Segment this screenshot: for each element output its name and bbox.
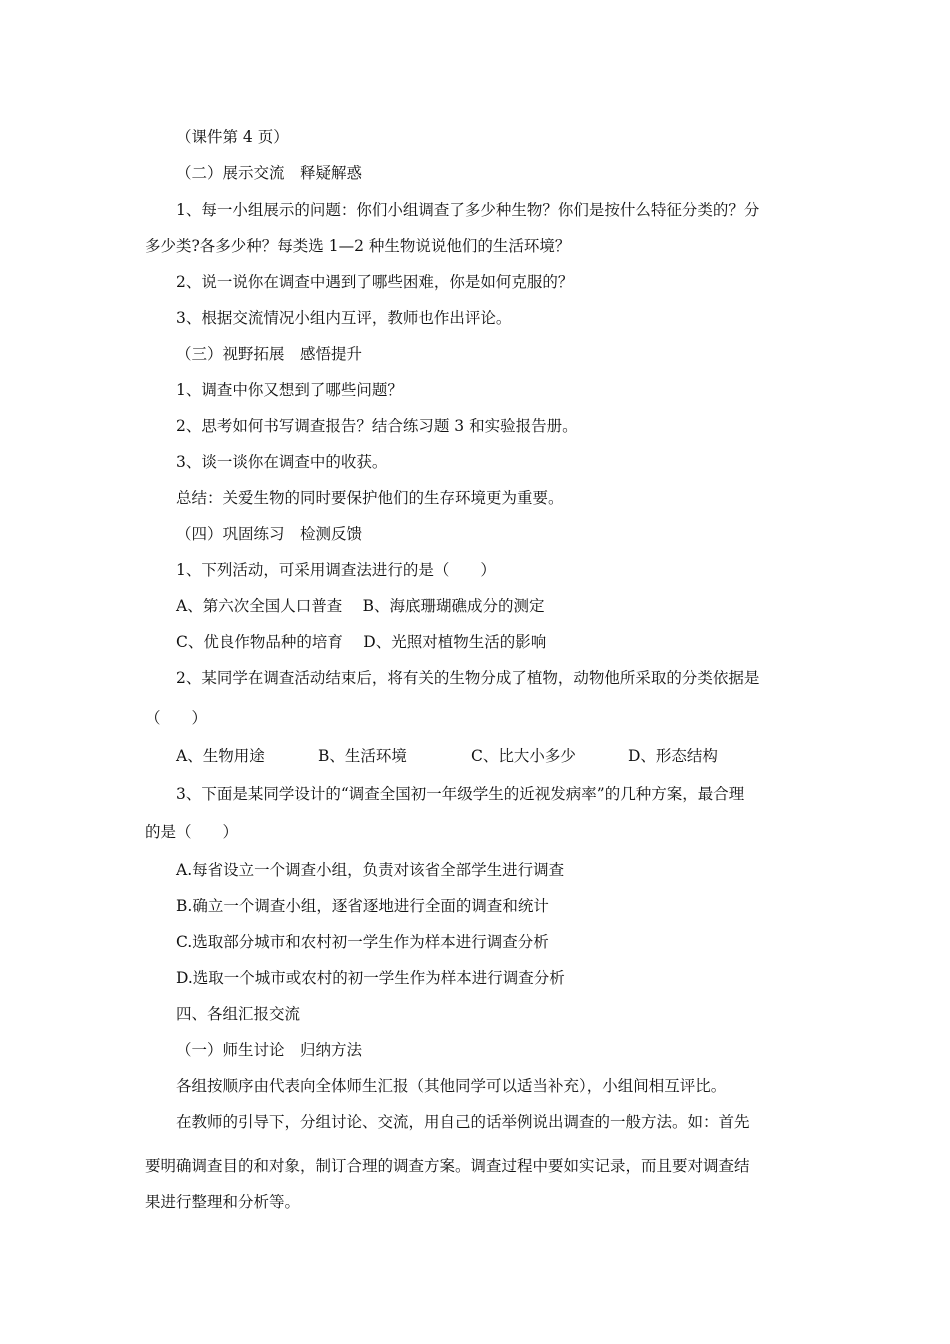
question-1-options-ab: A、第六次全国人口普查 B、海底珊瑚礁成分的测定 — [176, 597, 545, 615]
paragraph-line: 3、谈一谈你在调查中的收获。 — [176, 453, 388, 471]
paragraph-line: 多少类?各多少种？每类选 1—2 种生物说说他们的生活环境？ — [145, 237, 571, 255]
question-2-option-c: C、比大小多少 — [471, 747, 576, 765]
section-heading-4: （四）巩固练习 检测反馈 — [176, 525, 363, 543]
section-heading-2: （二）展示交流 释疑解惑 — [176, 164, 363, 182]
summary-line: 总结：关爱生物的同时要保护他们的生存环境更为重要。 — [176, 489, 564, 507]
paragraph-line: 要明确调查目的和对象，制订合理的调查方案。调查过程中要如实记录，而且要对调查结 — [145, 1157, 750, 1175]
question-2-blank: （ ） — [145, 709, 208, 727]
question-2: 2、某同学在调查活动结束后，将有关的生物分成了植物，动物他所采取的分类依据是 — [176, 669, 760, 687]
question-2-option-d: D、形态结构 — [628, 747, 718, 765]
paragraph-line: 果进行整理和分析等。 — [145, 1193, 301, 1211]
question-3-option-b: B.确立一个调查小组，逐省逐地进行全面的调查和统计 — [176, 897, 549, 915]
subsection-heading-1: （一）师生讨论 归纳方法 — [176, 1041, 363, 1059]
question-3-option-a: A.每省设立一个调查小组，负责对该省全部学生进行调查 — [176, 861, 565, 879]
question-1-options-cd: C、优良作物品种的培育 D、光照对植物生活的影响 — [176, 633, 547, 651]
courseware-page-note: （课件第 4 页） — [176, 128, 289, 146]
section-heading-3: （三）视野拓展 感悟提升 — [176, 345, 363, 363]
question-3: 3、下面是某同学设计的“调查全国初一年级学生的近视发病率”的几种方案，最合理 — [176, 785, 745, 803]
question-3-blank: 的是（ ） — [145, 823, 239, 841]
paragraph-line: 1、每一小组展示的问题：你们小组调查了多少种生物？你们是按什么特征分类的？分 — [176, 201, 760, 219]
question-2-option-b: B、生活环境 — [318, 747, 407, 765]
paragraph-line: 各组按顺序由代表向全体师生汇报（其他同学可以适当补充），小组间相互评比。 — [176, 1077, 727, 1095]
paragraph-line: 2、思考如何书写调查报告？结合练习题 3 和实验报告册。 — [176, 417, 578, 435]
question-3-option-d: D.选取一个城市或农村的初一学生作为样本进行调查分析 — [176, 969, 565, 987]
section-heading-part-4: 四、各组汇报交流 — [176, 1005, 301, 1023]
paragraph-line: 3、根据交流情况小组内互评，教师也作出评论。 — [176, 309, 512, 327]
paragraph-line: 2、说一说你在调查中遇到了哪些困难，你是如何克服的？ — [176, 273, 574, 291]
question-1: 1、下列活动，可采用调查法进行的是（ ） — [176, 561, 496, 579]
paragraph-line: 在教师的引导下，分组讨论、交流，用自己的话举例说出调查的一般方法。如：首先 — [176, 1113, 750, 1131]
question-2-option-a: A、生物用途 — [176, 747, 265, 765]
question-3-option-c: C.选取部分城市和农村初一学生作为样本进行调查分析 — [176, 933, 549, 951]
paragraph-line: 1、调查中你又想到了哪些问题？ — [176, 381, 403, 399]
